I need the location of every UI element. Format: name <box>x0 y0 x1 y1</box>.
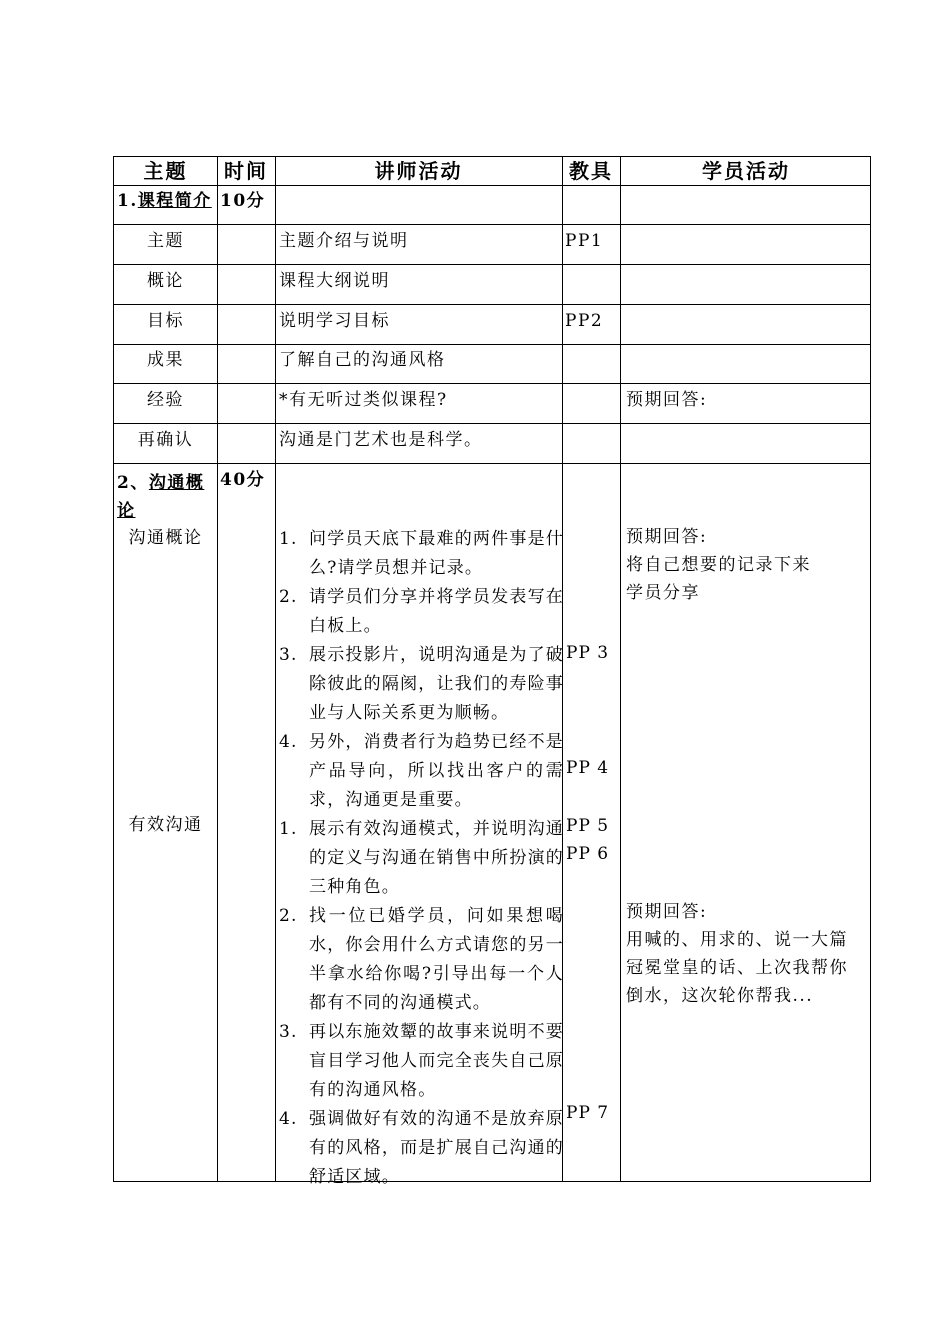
section-1-time: 10分 <box>220 191 266 211</box>
section-title-line1: 沟通概 <box>148 473 205 493</box>
tool-pp7: PP 7 <box>566 1103 610 1123</box>
student-line: 学员分享 <box>626 583 700 603</box>
column-divider <box>275 157 276 1181</box>
row-divider <box>114 224 870 225</box>
row-student: 预期回答: <box>626 390 708 410</box>
student-line: 用喊的、用求的、说一大篇 <box>626 930 848 950</box>
section-number: 1. <box>117 191 138 211</box>
list-item: 3. 展示投影片，说明沟通是为了破除彼此的隔阂，让我们的寿险事业与人际关系更为顺畅。 <box>279 645 564 723</box>
row-activity: 了解自己的沟通风格 <box>279 350 446 370</box>
student-line: 预期回答: <box>626 902 708 922</box>
list-item: 1. 展示有效沟通模式，并说明沟通的定义与沟通在销售中所扮演的三种角色。 <box>279 819 564 897</box>
list-item: 3. 再以东施效颦的故事来说明不要盲目学习他人而完全丧失自己原有的沟通风格。 <box>279 1022 564 1100</box>
row-divider <box>114 383 870 384</box>
student-line: 倒水，这次轮你帮我... <box>626 986 814 1006</box>
list-item: 2. 请学员们分享并将学员发表写在白板上。 <box>279 587 564 636</box>
header-topic: 主题 <box>143 159 188 183</box>
student-activity-block <box>626 523 811 607</box>
subtopic-effective-communication: 有效沟通 <box>128 815 203 835</box>
list-item: 4. 强调做好有效的沟通不是放弃原有的风格，而是扩展自己沟通的舒适区域。 <box>279 1109 564 1187</box>
row-divider <box>114 423 870 424</box>
row-tool: PP1 <box>565 231 604 251</box>
header-instructor-activity: 讲师活动 <box>374 159 463 183</box>
student-activity-block <box>626 898 848 1010</box>
row-activity: 主题介绍与说明 <box>279 231 409 251</box>
header-student-activity: 学员活动 <box>702 159 790 183</box>
row-activity: 说明学习目标 <box>279 311 390 331</box>
row-divider <box>114 463 870 464</box>
section-number: 2、 <box>117 473 149 493</box>
student-line: 将自己想要的记录下来 <box>626 555 811 575</box>
row-topic: 成果 <box>147 350 184 370</box>
row-tool: PP2 <box>565 311 604 331</box>
tool-pp3: PP 3 <box>566 643 610 663</box>
instructor-activity-list <box>279 525 564 1192</box>
row-topic: 主题 <box>147 231 184 251</box>
row-topic: 经验 <box>147 390 184 410</box>
lesson-plan-table <box>113 156 871 1187</box>
row-divider <box>114 304 870 305</box>
row-activity: 课程大纲说明 <box>279 271 390 291</box>
row-topic: 概论 <box>147 271 184 291</box>
list-item: 2. 找一位已婚学员，问如果想喝水，你会用什么方式请您的另一半拿水给你喝?引导出每一个人都有不同的沟通模式。 <box>279 906 564 1013</box>
header-time: 时间 <box>224 159 268 183</box>
tool-pp6: PP 6 <box>566 844 610 864</box>
tool-pp4: PP 4 <box>566 758 610 778</box>
student-line: 冠冕堂皇的话、上次我帮你 <box>626 958 848 978</box>
list-item: 1. 问学员天底下最难的两件事是什么?请学员想并记录。 <box>279 529 564 578</box>
section-2-title <box>117 469 204 525</box>
row-topic: 目标 <box>147 311 184 331</box>
row-topic: 再确认 <box>137 430 194 450</box>
student-line: 预期回答: <box>626 527 708 547</box>
row-activity: *有无听过类似课程? <box>279 390 448 410</box>
row-divider <box>114 264 870 265</box>
section-1-title <box>117 190 212 212</box>
row-divider <box>114 185 870 186</box>
section-2-time: 40分 <box>220 470 266 490</box>
header-tools: 教具 <box>569 159 613 183</box>
section-title-line2: 论 <box>117 501 136 521</box>
list-item: 4. 另外，消费者行为趋势已经不是产品导向，所以找出客户的需求，沟通更是重要。 <box>279 732 564 810</box>
row-activity: 沟通是门艺术也是科学。 <box>279 430 483 450</box>
tool-pp5: PP 5 <box>566 816 610 836</box>
row-divider <box>114 344 870 345</box>
column-divider <box>620 157 621 1181</box>
section-title: 课程简介 <box>137 191 212 211</box>
subtopic-communication-overview: 沟通概论 <box>128 528 203 548</box>
column-divider <box>217 157 218 1181</box>
